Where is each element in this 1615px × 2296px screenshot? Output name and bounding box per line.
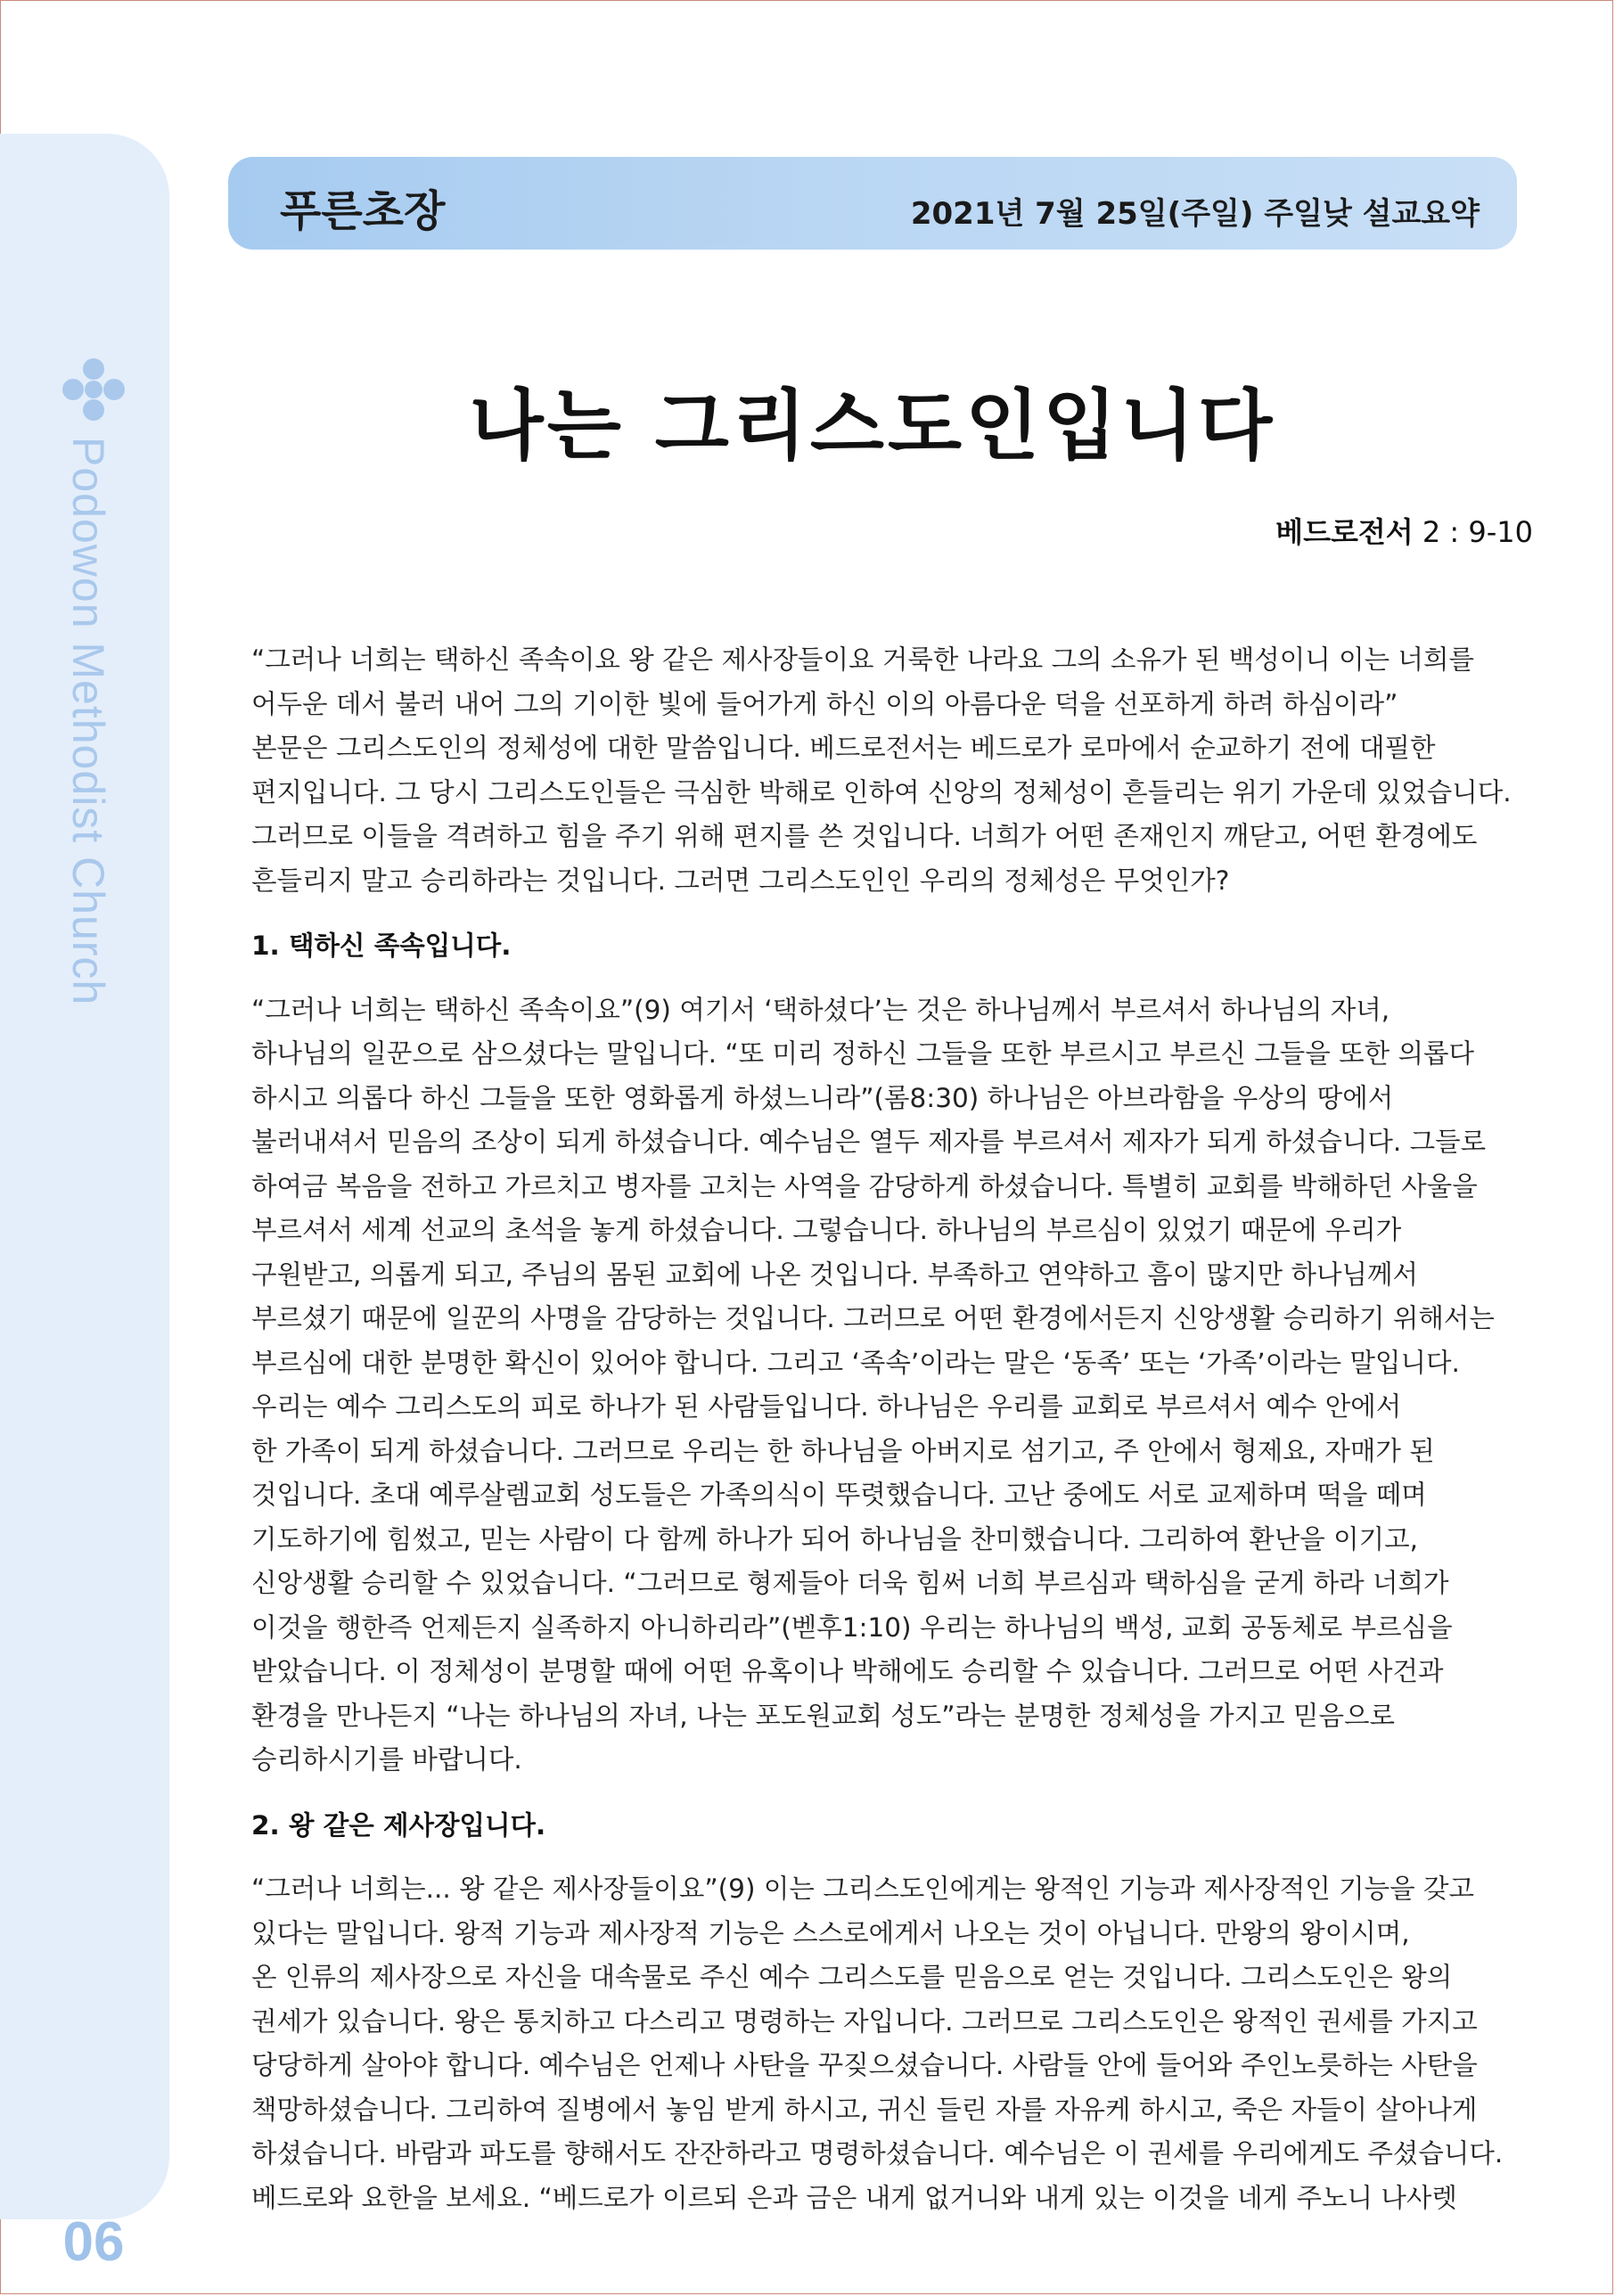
body-line: 어두운 데서 불러 내어 그의 기이한 빛에 들어가게 하신 이의 아름다운 덕을 선포하게 하려 하심이라” (251, 688, 1398, 719)
section-2-paragraph (251, 1867, 1535, 2220)
body-line: 환경을 만나든지 “나는 하나님의 자녀, 나는 포도원교회 성도”라는 분명한 정체성을 가지고 믿음으로 (251, 1700, 1395, 1731)
body-line: 그러므로 이들을 격려하고 힘을 주기 위해 편지를 쓴 것입니다. 너희가 어떤 존재인지 깨닫고, 어떤 환경에도 (251, 821, 1478, 851)
sermon-body (251, 638, 1535, 2220)
body-line: 우리는 예수 그리스도의 피로 하나가 된 사람들입니다. 하나님은 우리를 교회로 부르셔서 예수 안에서 (251, 1391, 1402, 1422)
body-line: 하시고 의롭다 하신 그들을 또한 영화롭게 하셨느니라”(롬8:30) 하나님은 아브라함을 우상의 땅에서 (251, 1082, 1394, 1113)
body-line: 편지입니다. 그 당시 그리스도인들은 극심한 박해로 인하여 신앙의 정체성이 흔들리는 위기 가운데 있었습니다. (251, 776, 1512, 808)
scripture-book: 베드로전서 (1275, 515, 1414, 549)
body-line: 베드로와 요한을 보세요. “베드로가 이르되 은과 금은 내게 없거니와 내게 있는 이것을 네게 주노니 나사렛 (251, 2182, 1457, 2213)
cross-flower-icon (61, 357, 127, 422)
body-line: 하셨습니다. 바람과 파도를 향해서도 잔잔하라고 명령하셨습니다. 예수님은 이 권세를 우리에게도 주셨습니다. (251, 2138, 1504, 2169)
body-line: 기도하기에 힘썼고, 믿는 사람이 다 함께 하나가 되어 하나님을 찬미했습니다. 그리하여 환난을 이기고, (251, 1523, 1419, 1554)
body-line: 받았습니다. 이 정체성이 분명할 때에 어떤 유혹이나 박해에도 승리할 수 있습니다. 그러므로 어떤 사건과 (251, 1656, 1444, 1686)
scripture-reference (1275, 510, 1533, 551)
scripture-verse: 2 : 9-10 (1413, 515, 1533, 549)
body-line: 책망하셨습니다. 그리하여 질병에서 놓임 받게 하시고, 귀신 들린 자를 자유케 하시고, 죽은 자들이 살아나게 (251, 2094, 1478, 2125)
body-line: 당당하게 살아야 합니다. 예수님은 언제나 사탄을 꾸짖으셨습니다. 사람들 안에 들어와 주인노릇하는 사탄을 (251, 2050, 1478, 2080)
body-line: 승리하시기를 바랍니다. (251, 1744, 522, 1775)
body-line: 한 가족이 되게 하셨습니다. 그러므로 우리는 한 하나님을 아버지로 섬기고, 주 안에서 형제요, 자매가 된 (251, 1435, 1435, 1466)
body-line: 온 인류의 제사장으로 자신을 대속물로 주신 예수 그리스도를 믿음으로 얻는 것입니다. 그리스도인은 왕의 (251, 1962, 1453, 1992)
section-name: 푸른초장 (280, 186, 446, 236)
section-1-heading: 1. 택하신 족속입니다. (251, 931, 512, 961)
body-line: 부르셔서 세계 선교의 초석을 놓게 하셨습니다. 그렇습니다. 하나님의 부르심이 있었기 때문에 우리가 (251, 1215, 1402, 1245)
body-line: 신앙생활 승리할 수 있었습니다. “그러므로 형제들아 더욱 힘써 너희 부르심과 택하심을 굳게 하라 너희가 (251, 1568, 1449, 1598)
body-line: 하여금 복음을 전하고 가르치고 병자를 고치는 사역을 감당하게 하셨습니다. 특별히 교회를 박해하던 사울을 (251, 1170, 1478, 1201)
section-2-heading: 2. 왕 같은 제사장입니다. (251, 1809, 546, 1841)
sidebar-strip (0, 134, 169, 2273)
sermon-title: 나는 그리스도인입니다 (469, 381, 1276, 471)
intro-paragraph (251, 638, 1535, 903)
body-line: 이것을 행한즉 언제든지 실족하지 아니하리라”(벧후1:10) 우리는 하나님의 백성, 교회 공동체로 부르심을 (251, 1611, 1453, 1643)
body-line: “그러나 너희는... 왕 같은 제사장들이요”(9) 이는 그리스도인에게는 왕적인 기능과 제사장적인 기능을 갖고 (251, 1874, 1475, 1904)
body-line: 본문은 그리스도인의 정체성에 대한 말씀입니다. 베드로전서는 베드로가 로마에서 순교하기 전에 대필한 (251, 733, 1436, 763)
header-band (228, 157, 1517, 250)
church-name: Podowon Methodist Church (63, 437, 113, 1006)
body-line: 구원받고, 의롭게 되고, 주님의 몸된 교회에 나온 것입니다. 부족하고 연약하고 흠이 많지만 하나님께서 (251, 1259, 1419, 1290)
body-line: 권세가 있습니다. 왕은 통치하고 다스리고 명령하는 자입니다. 그러므로 그리스도인은 왕적인 권세를 가지고 (251, 2005, 1478, 2037)
sermon-date: 2021년 7월 25일(주일) 주일낮 설교요약 (910, 196, 1480, 232)
page-number: 06 (62, 2211, 125, 2273)
body-line: 부르심에 대한 분명한 확신이 있어야 합니다. 그리고 ‘족속’이라는 말은 ‘동족’ 또는 ‘가족’이라는 말입니다. (251, 1347, 1460, 1378)
section-1-paragraph (251, 988, 1535, 1783)
body-line: “그러나 너희는 택하신 족속이요”(9) 여기서 ‘택하셨다’는 것은 하나님께서 부르셔서 하나님의 자녀, (251, 994, 1390, 1025)
body-line: “그러나 너희는 택하신 족속이요 왕 같은 제사장들이요 거룩한 나라요 그의 소유가 된 백성이니 이는 너희를 (251, 644, 1474, 675)
body-line: 흔들리지 말고 승리하라는 것입니다. 그러면 그리스도인인 우리의 정체성은 무엇인가? (251, 865, 1230, 896)
body-line: 불러내셔서 믿음의 조상이 되게 하셨습니다. 예수님은 열두 제자를 부르셔서 제자가 되게 하셨습니다. 그들로 (251, 1127, 1487, 1157)
body-line: 것입니다. 초대 예루살렘교회 성도들은 가족의식이 뚜렷했습니다. 고난 중에도 서로 교제하며 떡을 떼며 (251, 1480, 1427, 1510)
body-line: 있다는 말입니다. 왕적 기능과 제사장적 기능은 스스로에게서 나오는 것이 아닙니다. 만왕의 왕이시며, (251, 1917, 1410, 1948)
body-line: 하나님의 일꾼으로 삼으셨다는 말입니다. “또 미리 정하신 그들을 또한 부르시고 부르신 그들을 또한 의롭다 (251, 1038, 1474, 1069)
body-line: 부르셨기 때문에 일꾼의 사명을 감당하는 것입니다. 그러므로 어떤 환경에서든지 신앙생활 승리하기 위해서는 (251, 1303, 1495, 1333)
